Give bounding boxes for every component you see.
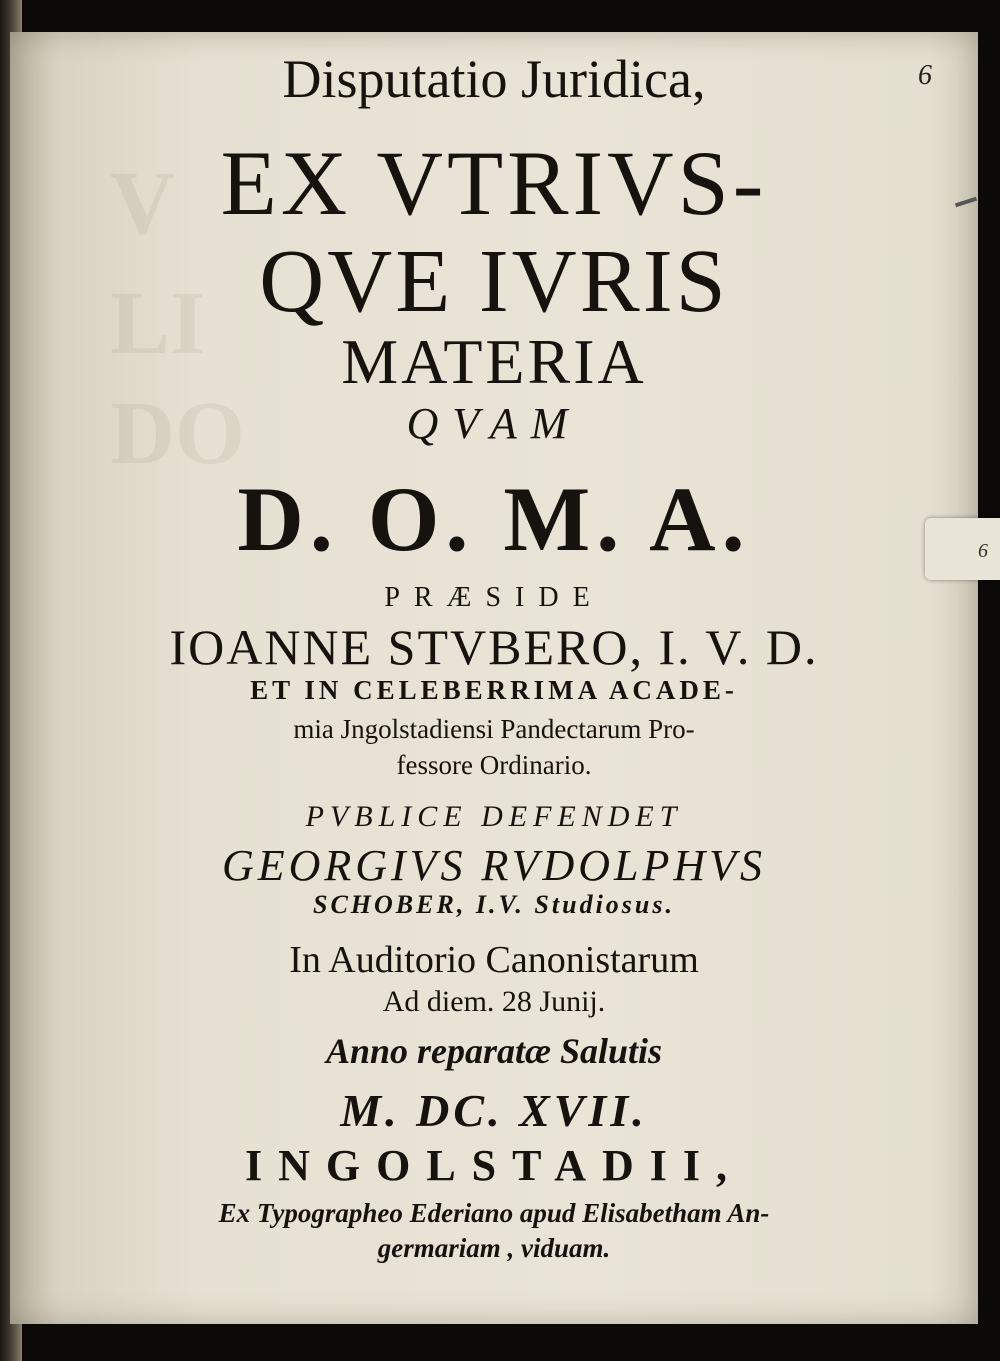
page-number: 6 xyxy=(918,60,932,91)
bleed-through-text: DO xyxy=(110,384,245,483)
defendet-label: PVBLICE DEFENDET xyxy=(305,800,683,833)
title-line-2: EX VTRIVS- xyxy=(220,132,768,234)
praeside-line-3: fessore Ordinario. xyxy=(396,750,592,780)
praeside-name: IOANNE STVBERO, I. V. D. xyxy=(169,619,819,675)
praeside-line-2: mia Jngolstadiensi Pandectarum Pro- xyxy=(293,714,695,744)
defendet-name: GEORGIVS RVDOLPHVS xyxy=(221,841,767,890)
praeside-label: PRÆSIDE xyxy=(384,582,604,613)
tab-number: 6 xyxy=(978,540,988,562)
imprint-line-2: germariam , viduam. xyxy=(377,1233,611,1263)
date-line-1: Anno reparatæ Salutis xyxy=(325,1031,663,1071)
title-line-5: QVAM xyxy=(406,399,582,448)
title-line-1: Disputatio Juridica, xyxy=(282,49,706,109)
imprint-city: INGOLSTADII, xyxy=(244,1141,744,1190)
title-line-3: QVE IVRIS xyxy=(259,232,729,331)
bleed-through-text: V xyxy=(110,154,175,253)
title-line-4: MATERIA xyxy=(341,326,647,397)
imprint-line-1: Ex Typographeo Ederiano apud Elisabetham An- xyxy=(218,1198,770,1228)
defendet-name-2: SCHOBER, I.V. Studiosus. xyxy=(313,890,675,919)
place-line-1: In Auditorio Canonistarum xyxy=(289,939,699,981)
praeside-line-1: ET IN CELEBERRIMA ACADE- xyxy=(250,675,738,705)
bleed-through-text: LI xyxy=(110,274,206,373)
place-line-2: Ad diem. 28 Junij. xyxy=(382,985,606,1018)
date-line-2: M. DC. XVII. xyxy=(340,1085,648,1136)
title-line-6: D. O. M. A. xyxy=(237,468,751,570)
